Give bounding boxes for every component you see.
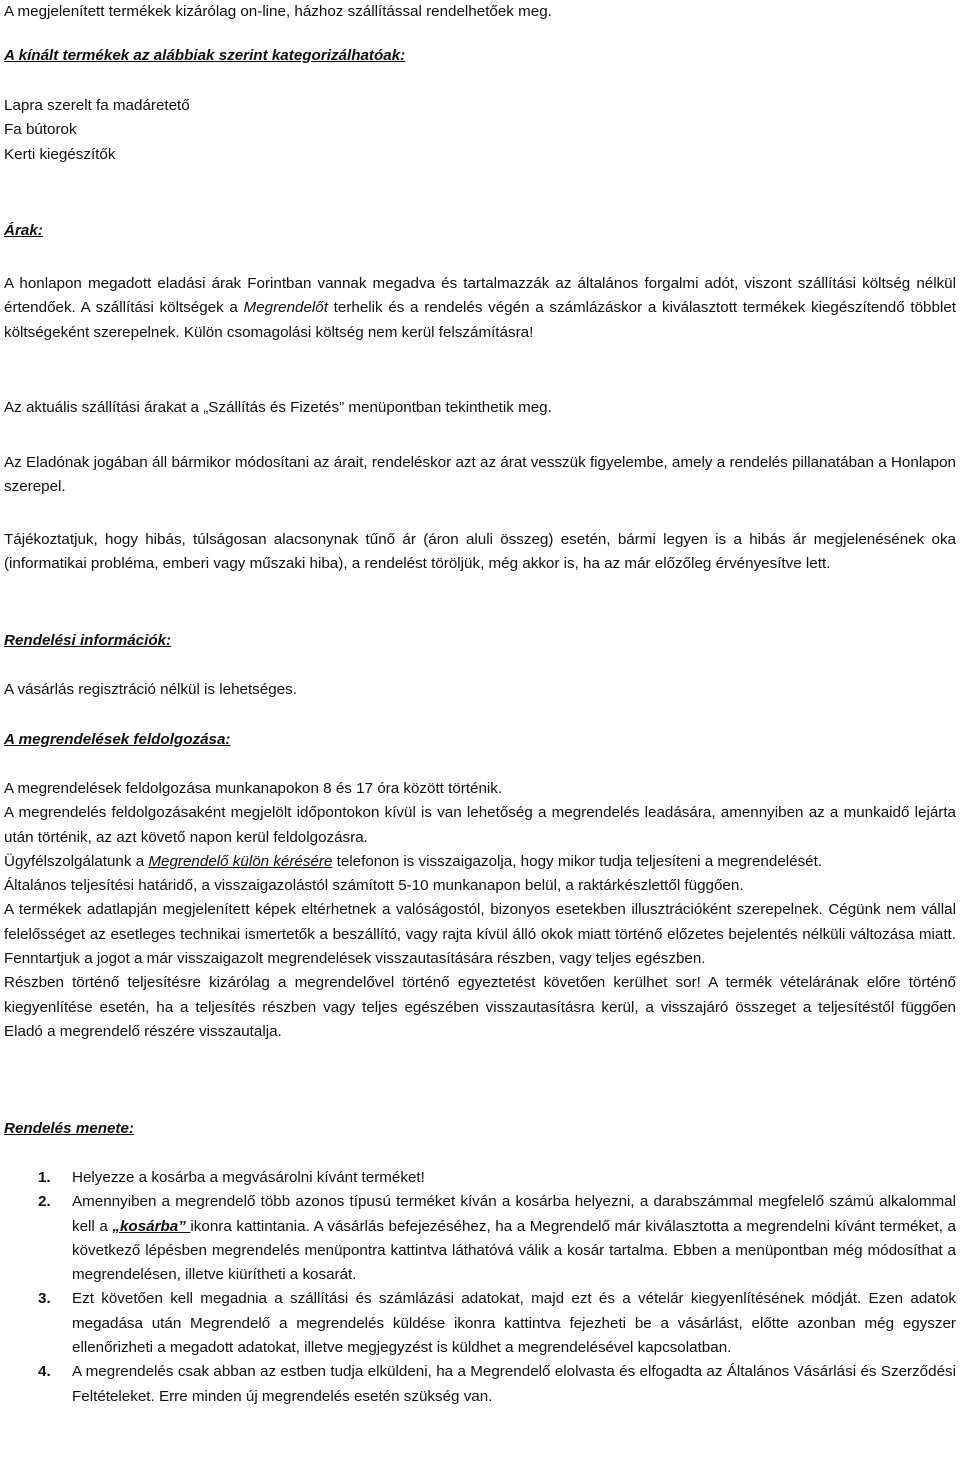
prices-paragraph-2: Az aktuális szállítási árakat a „Szállítás és Fizetés” menüpontban tekinthetik meg. [4,399,552,416]
step-text: Ezt követően kell megadnia a szállítási és számlázási adatokat, majd ezt és a vételár kiegyenlítésének módját. Ezen adatok megadása után Megrendelő a megrendelés küldése ikonra kattintva fejezheti be a vásárlást, előtte azonban még egyszer ellenőrizheti a megadott adatokat, illetve megjegyzést is küldhet a megrendelésével kapcsolatban. [72,1290,956,1357]
step-text: A megrendelés csak abban az estben tudja elküldeni, ha a Megrendelő elolvasta és elfogadta az Általános Vásárlási és Szerződési Feltételeket. Erre minden új megrendelés esetén szükség van. [72,1363,956,1405]
list-item [0,1190,960,1287]
step-number: 4. [38,1363,51,1381]
categories-heading: A kínált termékek az alábbiak szerint kategorizálhatóak: [4,47,406,64]
processing-p3-emphasis: Megrendelő külön kérésére [148,852,333,870]
categories-list [4,94,956,167]
processing-paragraph-1: A megrendelések feldolgozása munkanapokon 8 és 17 óra között történik. [4,780,503,797]
processing-paragraph-2: A megrendelés feldolgozásaként megjelölt időpontokon kívül is van lehetőség a megrendelés leadására, amennyiben az a munkaidő lejárta után történik, az azt követő napon kerül feldolgozásra. [4,804,956,846]
step-number: 3. [38,1290,51,1308]
prices-heading: Árak: [4,222,43,239]
steps-heading: Rendelés menete: [4,1120,134,1137]
step-number: 2. [38,1193,51,1211]
step-text: Helyezze a kosárba a megvásárolni kívánt terméket! [72,1169,425,1186]
processing-paragraph-5: A termékek adatlapján megjelenített képek eltérhetnek a valóságostól, bizonyos esetekben illusztrációként szerepelnek. Cégünk nem vállal felelősséget az esetleges technikai ismertetők a beszállító, vagy rajta kívül álló okok miatt történő előzetes bejelentés nélküli változása miatt. Fenntartjuk a jogot a már visszaigazolt megrendelések visszautasítására részben, vagy teljes egészben. [4,901,956,968]
processing-paragraph-3 [4,850,956,874]
prices-p1-text-b: A szállítási költségek a [75,299,244,317]
prices-paragraph-4: Tájékoztatjuk, hogy hibás, túlságosan alacsonynak tűnő ár (áron aluli összeg) esetén, bármi legyen is a hibás ár megjelenésének oka (informatikai probléma, emberi vagy műszaki hiba), a rendelést töröljük, még akkor is, ha az már előzőleg érvényesítve lett. [4,531,956,573]
processing-paragraph-6: Részben történő teljesítésre kizárólag a megrendelővel történő egyeztetést követően kerülhet sor! A termék vételárának előre történő kiegyenlítése esetén, ha a teljesítés részben vagy teljes egészében visszautasításra kerül, a visszajáró összeget a teljesítéstől függően Eladó a megrendelő részére visszautalja. [4,974,956,1040]
processing-p3-text-a: Ügyfélszolgálatunk a [4,852,149,870]
steps-list [0,1166,960,1409]
prices-paragraph-1 [4,272,956,345]
category-item: Lapra szerelt fa madáretető [4,97,190,114]
step-2-text-b: ikonra kattintania. A vásárlás befejezéséhez, ha a Megrendelő már kiválasztotta a megrendelni kívánt terméket, a következő lépésben megrendelés menüpontra kattintva láthatóvá válik a kosár tartalma. Ebben a menüpontban még módosíthat a megrendelésen, illetve kiürítheti a kosarát. [72,1217,956,1284]
step-2-emphasis: „kosárba” [112,1217,191,1235]
step-number: 1. [38,1169,51,1186]
prices-paragraph-3: Az Eladónak jogában áll bármikor módosítani az árait, rendeléskor azt az árat vesszük figyelembe, amely a rendelés pillanatában a Honlapon szerepel. [4,454,956,496]
list-item [0,1360,960,1409]
processing-heading: A megrendelések feldolgozása: [4,731,231,748]
list-item [0,1166,960,1190]
list-item [0,1287,960,1360]
prices-p1-emphasis: Megrendelőt [243,299,328,317]
ordering-info-paragraph: A vásárlás regisztráció nélkül is lehetséges. [4,681,297,698]
step-2-text-a: Amennyiben a megrendelő több azonos típusú terméket kíván a kosárba helyezni, a darabszámmal megfelelő számú alkalommal kell a [72,1193,956,1235]
processing-section [4,777,956,1044]
processing-paragraph-4: Általános teljesítési határidő, a visszaigazolástól számított 5-10 munkanapon belül, a raktárkészlettől függően. [4,877,744,895]
step-text [72,1190,956,1287]
processing-p3-text-b: telefonon is visszaigazolja, hogy mikor tudja teljesíteni a megrendelését. [332,852,823,870]
category-item: Kerti kiegészítők [4,145,116,163]
category-item: Fa bútorok [4,121,77,139]
intro-line: A megjelenített termékek kizárólag on-line, házhoz szállítással rendelhetőek meg. [4,3,552,20]
prices-p1-text-c: terhelik és a rendelés végén a számlázáskor a kiválasztott termékek kiegészítendő többlet költségeként szerepelnek. Külön csomagolási költség nem kerül felszámításra! [4,299,956,341]
ordering-info-heading: Rendelési információk: [4,632,172,649]
prices-p1-text-a: A honlapon megadott eladási árak Forintban vannak megadva és tartalmazzák az általános forgalmi adót, viszont szállítási költség nélkül értendőek. [4,275,956,317]
